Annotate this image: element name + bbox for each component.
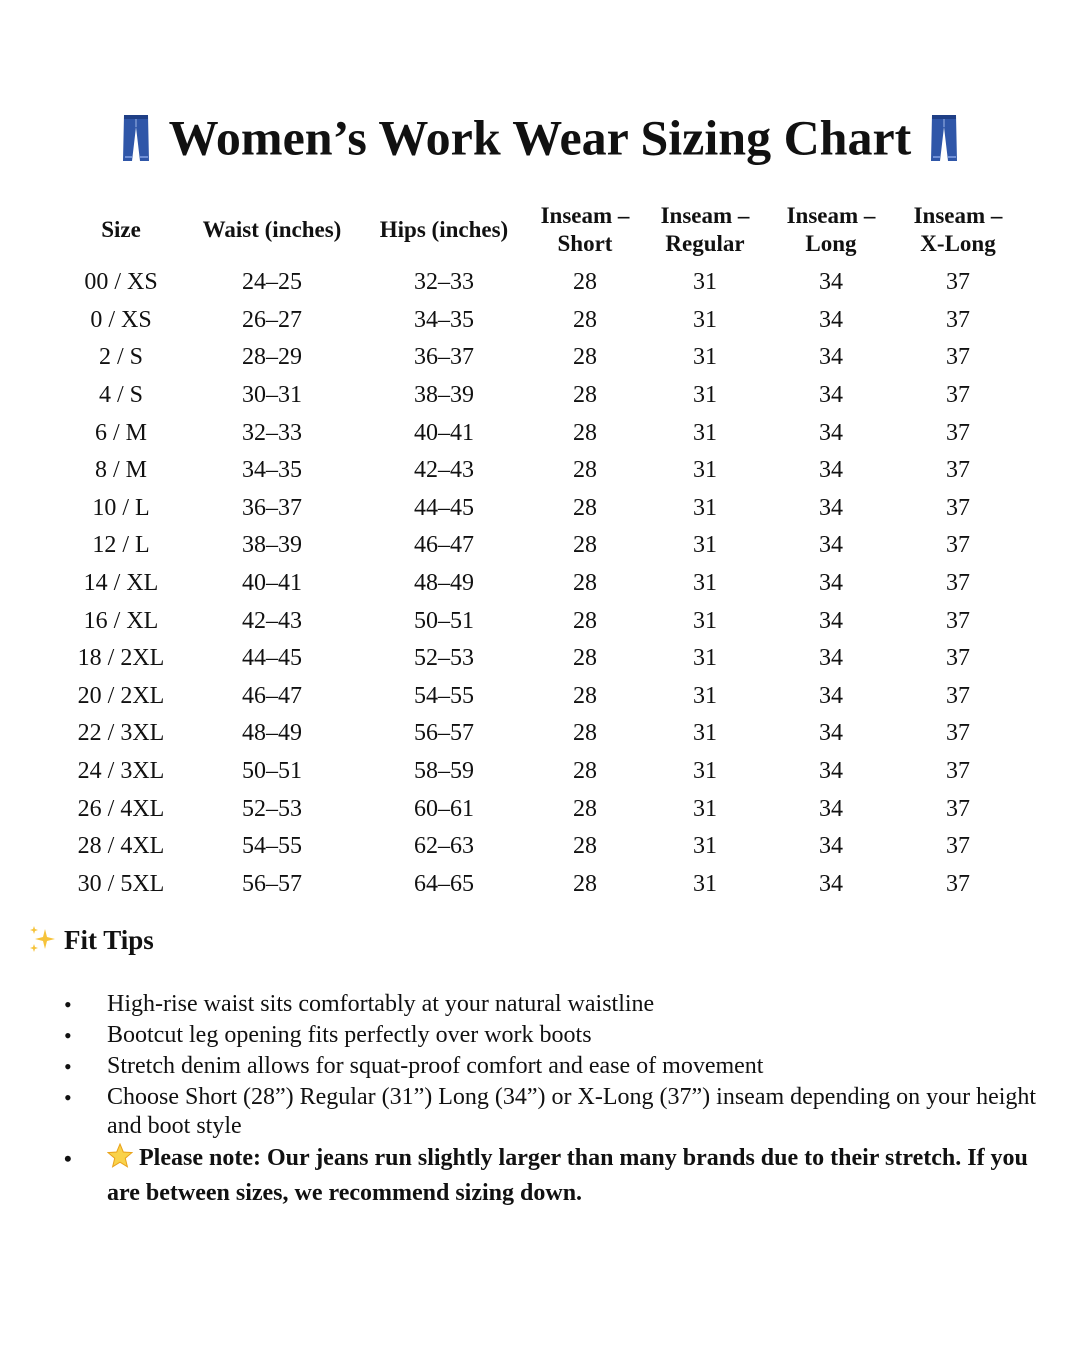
table-row: [60, 866, 1020, 904]
table-cell: 10 / L: [92, 494, 150, 521]
table-row: [60, 527, 1020, 565]
table-row: [60, 753, 1020, 791]
sizing-note: [60, 1141, 1060, 1211]
fit-tips-heading-text: Fit Tips: [64, 925, 154, 955]
table-cell: 60–61: [414, 795, 474, 822]
table-cell: 37: [946, 306, 970, 333]
table-row: [60, 264, 1020, 302]
page-title: [0, 100, 1080, 170]
table-cell: 34: [819, 570, 843, 597]
bullet: •: [64, 1023, 72, 1048]
table-cell: 31: [693, 419, 717, 446]
table-cell: 31: [693, 720, 717, 747]
table-cell: 32–33: [414, 269, 474, 296]
table-row: [60, 602, 1020, 640]
table-cell: 52–53: [242, 795, 302, 822]
tip-text: High-rise waist sits comfortably at your natural waistline: [107, 991, 655, 1017]
table-cell: 31: [693, 870, 717, 897]
table-cell: 31: [693, 457, 717, 484]
tip-text: Bootcut leg opening fits perfectly over work boots: [107, 1022, 592, 1048]
table-cell: 34: [819, 795, 843, 822]
table-cell: 28: [573, 833, 597, 860]
table-cell: 37: [946, 833, 970, 860]
table-cell: 46–47: [414, 532, 474, 559]
tip-text: Stretch denim allows for squat-proof comfort and ease of movement: [107, 1053, 764, 1079]
column-header: [526, 202, 644, 264]
table-cell: 38–39: [414, 382, 474, 409]
column-header-line: Waist (inches): [202, 217, 342, 242]
list-item: [60, 1021, 1060, 1050]
table-row: [60, 678, 1020, 716]
sparkles-icon: [28, 925, 56, 953]
table-cell: 31: [693, 532, 717, 559]
column-header: [766, 202, 896, 264]
table-cell: 31: [693, 494, 717, 521]
table-row: [60, 490, 1020, 528]
table-cell: 34: [819, 870, 843, 897]
table-row: [60, 377, 1020, 415]
table-cell: 31: [693, 306, 717, 333]
table-cell: 42–43: [414, 457, 474, 484]
table-cell: 54–55: [414, 682, 474, 709]
table-cell: 28: [573, 758, 597, 785]
table-row: [60, 414, 1020, 452]
table-cell: 37: [946, 494, 970, 521]
star-icon: [107, 1143, 133, 1169]
table-cell: 22 / 3XL: [77, 720, 165, 747]
table-row: [60, 640, 1020, 678]
table-cell: 16 / XL: [83, 607, 159, 634]
table-row: [60, 565, 1020, 603]
table-cell: 37: [946, 870, 970, 897]
table-cell: 64–65: [414, 870, 474, 897]
table-cell: 42–43: [242, 607, 302, 634]
column-header-line: Size: [101, 217, 141, 242]
table-cell: 34: [819, 344, 843, 371]
table-cell: 37: [946, 532, 970, 559]
table-cell: 37: [946, 382, 970, 409]
table-cell: 28: [573, 344, 597, 371]
table-cell: 34: [819, 758, 843, 785]
column-header-line: Hips (inches): [379, 217, 509, 242]
table-cell: 28: [573, 645, 597, 672]
table-cell: 31: [693, 570, 717, 597]
table-cell: 31: [693, 607, 717, 634]
table-cell: 34: [819, 645, 843, 672]
table-cell: 37: [946, 607, 970, 634]
table-cell: 56–57: [414, 720, 474, 747]
table-cell: 24–25: [242, 269, 302, 296]
table-cell: 28: [573, 419, 597, 446]
table-cell: 56–57: [242, 870, 302, 897]
column-header: [60, 202, 182, 264]
table-cell: 14 / XL: [83, 570, 159, 597]
jeans-icon: [929, 113, 959, 163]
table-cell: 37: [946, 645, 970, 672]
title-text: Women’s Work Wear Sizing Chart: [168, 109, 912, 166]
table-row: [60, 452, 1020, 490]
table-cell: 2 / S: [98, 344, 143, 371]
table-cell: 44–45: [242, 645, 302, 672]
fit-tips-heading: [28, 922, 154, 958]
table-cell: 20 / 2XL: [77, 682, 165, 709]
table-cell: 34: [819, 269, 843, 296]
table-cell: 34: [819, 532, 843, 559]
table-cell: 28: [573, 494, 597, 521]
column-header-line: Long: [805, 231, 857, 256]
table-cell: 31: [693, 645, 717, 672]
table-cell: 34: [819, 457, 843, 484]
table-row: [60, 302, 1020, 340]
table-cell: 28–29: [242, 344, 302, 371]
table-cell: 31: [693, 344, 717, 371]
table-cell: 37: [946, 269, 970, 296]
table-cell: 30 / 5XL: [77, 870, 165, 897]
table-row: [60, 339, 1020, 377]
column-header-line: Inseam –: [786, 203, 876, 228]
table-cell: 36–37: [242, 494, 302, 521]
table-cell: 48–49: [414, 570, 474, 597]
table-cell: 37: [946, 570, 970, 597]
table-cell: 28: [573, 532, 597, 559]
table-cell: 30–31: [242, 382, 302, 409]
table-cell: 34: [819, 494, 843, 521]
table-cell: 50–51: [414, 607, 474, 634]
list-item: [60, 990, 1060, 1019]
table-cell: 37: [946, 344, 970, 371]
table-cell: 34: [819, 720, 843, 747]
table-cell: 32–33: [242, 419, 302, 446]
table-cell: 24 / 3XL: [77, 758, 165, 785]
column-header: [644, 202, 766, 264]
column-header-line: Inseam –: [660, 203, 750, 228]
table-cell: 18 / 2XL: [77, 645, 165, 672]
tip-text: Choose Short (28”) Regular (31”) Long (34”) or X-Long (37”) inseam depending on your height and boot style: [107, 1084, 1037, 1139]
table-cell: 31: [693, 682, 717, 709]
table-cell: 31: [693, 758, 717, 785]
table-row: [60, 715, 1020, 753]
table-cell: 31: [693, 269, 717, 296]
table-cell: 4 / S: [98, 382, 143, 409]
column-header: [896, 202, 1020, 264]
table-cell: 28: [573, 870, 597, 897]
table-cell: 0 / XS: [90, 306, 152, 333]
table-cell: 28: [573, 682, 597, 709]
table-cell: 46–47: [242, 682, 302, 709]
bullet: •: [64, 1054, 72, 1079]
table-cell: 40–41: [242, 570, 302, 597]
column-header: [182, 202, 362, 264]
table-cell: 34: [819, 382, 843, 409]
table-cell: 34: [819, 306, 843, 333]
table-cell: 34: [819, 833, 843, 860]
note-text: Please note: Our jeans run slightly larger than many brands due to their stretch. If you are between sizes, we recommend sizing down.: [107, 1145, 1028, 1206]
table-cell: 37: [946, 758, 970, 785]
list-item: [60, 1083, 1060, 1141]
column-header-line: Inseam –: [913, 203, 1003, 228]
table-cell: 26–27: [242, 306, 302, 333]
table-cell: 28: [573, 607, 597, 634]
table-cell: 8 / M: [94, 457, 147, 484]
table-cell: 31: [693, 833, 717, 860]
table-cell: 34–35: [414, 306, 474, 333]
table-cell: 37: [946, 795, 970, 822]
table-cell: 44–45: [414, 494, 474, 521]
table-cell: 34: [819, 607, 843, 634]
table-row: [60, 828, 1020, 866]
table-cell: 52–53: [414, 645, 474, 672]
table-cell: 50–51: [242, 758, 302, 785]
table-cell: 37: [946, 457, 970, 484]
table-row: [60, 790, 1020, 828]
table-cell: 00 / XS: [84, 269, 158, 296]
table-cell: 37: [946, 419, 970, 446]
column-header-line: Short: [557, 231, 613, 256]
table-cell: 31: [693, 382, 717, 409]
table-cell: 38–39: [242, 532, 302, 559]
bullet: •: [64, 1085, 72, 1110]
table-cell: 12 / L: [92, 532, 150, 559]
table-cell: 54–55: [242, 833, 302, 860]
table-cell: 48–49: [242, 720, 302, 747]
table-cell: 28 / 4XL: [77, 833, 165, 860]
table-cell: 28: [573, 306, 597, 333]
table-cell: 28: [573, 720, 597, 747]
fit-tips-list: [60, 990, 1060, 1213]
table-cell: 34: [819, 419, 843, 446]
table-cell: 28: [573, 269, 597, 296]
column-header: [362, 202, 526, 264]
table-header-row: [60, 202, 1020, 264]
table-cell: 6 / M: [94, 419, 147, 446]
table-cell: 36–37: [414, 344, 474, 371]
table-cell: 34–35: [242, 457, 302, 484]
bullet: •: [64, 1146, 72, 1171]
table-cell: 40–41: [414, 419, 474, 446]
table-cell: 31: [693, 795, 717, 822]
column-header-line: Regular: [665, 231, 745, 256]
column-header-line: X-Long: [920, 231, 996, 256]
table-cell: 26 / 4XL: [77, 795, 165, 822]
sizing-table: [60, 202, 1020, 903]
list-item: [60, 1052, 1060, 1081]
table-cell: 37: [946, 720, 970, 747]
bullet: •: [64, 992, 72, 1017]
table-cell: 28: [573, 795, 597, 822]
table-cell: 58–59: [414, 758, 474, 785]
table-cell: 62–63: [414, 833, 474, 860]
table-cell: 34: [819, 682, 843, 709]
table-cell: 28: [573, 570, 597, 597]
table-cell: 37: [946, 682, 970, 709]
column-header-line: Inseam –: [540, 203, 630, 228]
table-cell: 28: [573, 382, 597, 409]
table-cell: 28: [573, 457, 597, 484]
jeans-icon: [121, 113, 151, 163]
